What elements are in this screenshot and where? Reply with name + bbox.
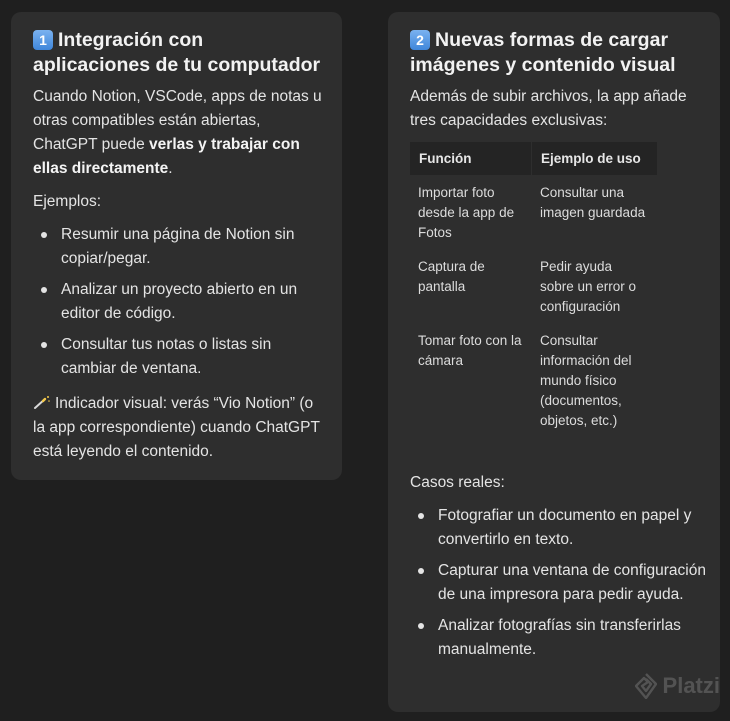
list-item: Analizar un proyecto abierto en un editor de código. bbox=[33, 278, 322, 326]
table-cell: Captura de pantalla bbox=[418, 259, 485, 294]
list-item: Resumir una página de Notion sin copiar/pegar. bbox=[33, 223, 322, 271]
platzi-logo-icon bbox=[635, 673, 657, 699]
cases-label: Casos reales: bbox=[410, 474, 505, 491]
intro-end: . bbox=[168, 160, 173, 177]
table-cell: Tomar foto con la cámara bbox=[418, 333, 522, 368]
watermark bbox=[635, 673, 720, 699]
table-cell: Consultar una imagen guardada bbox=[532, 175, 658, 249]
list-item: Fotografiar un documento en papel y convertirlo en texto. bbox=[410, 504, 706, 552]
magic-wand-icon bbox=[33, 395, 51, 409]
table-row bbox=[410, 175, 657, 249]
table-cell: Consultar información del mundo físico (documentos, objetos, etc.) bbox=[532, 323, 658, 437]
table-cell: Pedir ayuda sobre un error o configuración bbox=[532, 249, 658, 323]
intro-text: Cuando Notion, VSCode, apps de notas u otras compatibles están abiertas, ChatGPT puede bbox=[33, 88, 322, 153]
column-header: Función bbox=[410, 142, 532, 175]
examples-label: Ejemplos: bbox=[33, 193, 102, 210]
card-app-integration bbox=[11, 12, 342, 480]
watermark-text: Platzi bbox=[662, 673, 720, 698]
list-item: Consultar tus notas o listas sin cambiar de ventana. bbox=[33, 333, 322, 381]
column-header: Ejemplo de uso bbox=[532, 142, 658, 175]
indicator-note bbox=[33, 392, 322, 464]
keycap-number-icon: 1 bbox=[33, 30, 53, 50]
table-row bbox=[410, 249, 657, 323]
card-visual-upload bbox=[388, 12, 720, 712]
examples-list bbox=[33, 223, 322, 381]
card-title-text: Nuevas formas de cargar imágenes y contenido visual bbox=[410, 29, 676, 76]
table-row bbox=[410, 323, 657, 437]
cases-list bbox=[410, 504, 706, 662]
list-item: Analizar fotografías sin transferirlas manualmente. bbox=[410, 614, 706, 662]
intro-bold-text: verlas y trabajar con ellas directamente bbox=[33, 136, 300, 177]
indicator-text: Indicador visual: verás “Vio Notion” (o la app correspondiente) cuando ChatGPT está leyendo el contenido. bbox=[33, 395, 320, 460]
keycap-number-icon: 2 bbox=[410, 30, 430, 50]
table-header-row bbox=[410, 142, 657, 175]
table-cell: Importar foto desde la app de Fotos bbox=[418, 185, 515, 240]
intro-paragraph bbox=[33, 85, 322, 181]
card-title-text: Integración con aplicaciones de tu computador bbox=[33, 29, 321, 76]
list-item: Capturar una ventana de configuración de una impresora para pedir ayuda. bbox=[410, 559, 706, 607]
capabilities-table bbox=[410, 142, 657, 437]
intro-paragraph: Además de subir archivos, la app añade tres capacidades exclusivas: bbox=[410, 88, 687, 129]
card-title bbox=[410, 28, 706, 78]
card-title bbox=[33, 28, 322, 78]
